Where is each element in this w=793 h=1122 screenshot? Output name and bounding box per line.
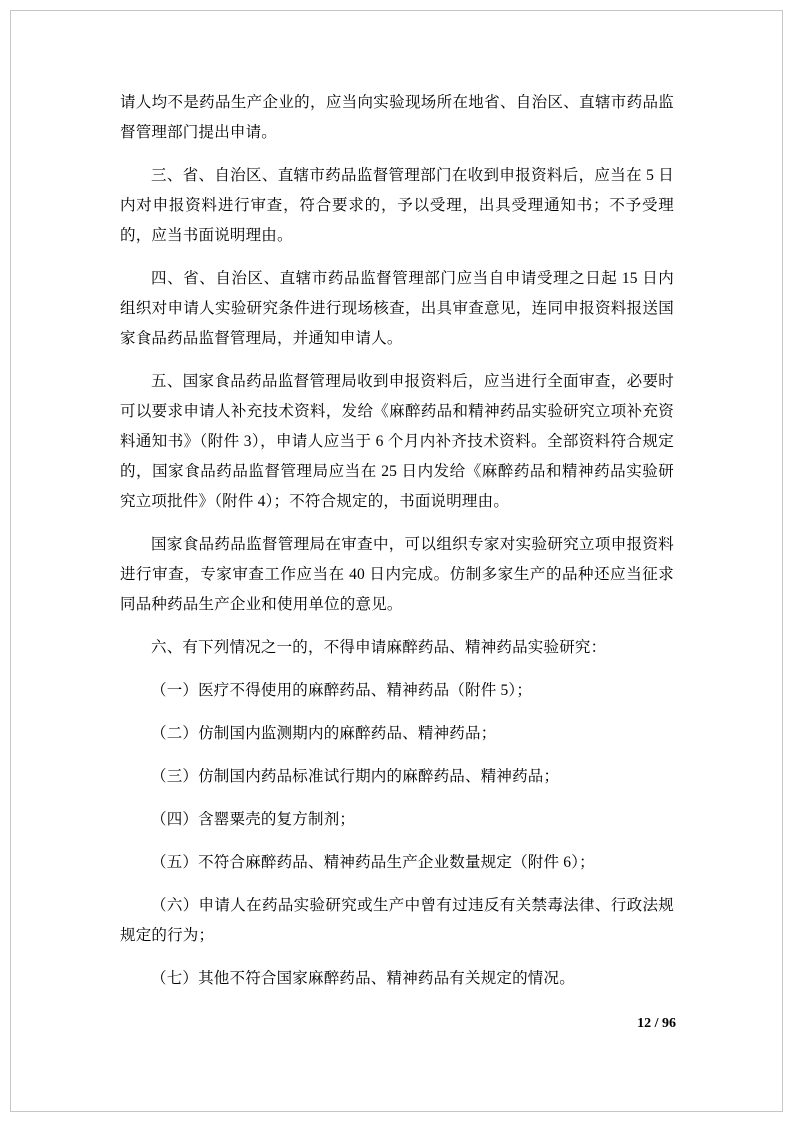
paragraph: （三）仿制国内药品标准试行期内的麻醉药品、精神药品；	[151, 768, 560, 785]
paragraph: （六）申请人在药品实验研究或生产中曾有过违反有关禁毒法律、行政法规规定的行为；	[120, 897, 674, 944]
paragraph: 五、国家食品药品监督管理局收到申报资料后，应当进行全面审查，必要时可以要求申请人补充技术资料，发给《麻醉药品和精神药品实验研究立项补充资料通知书》（附件 3），申请人应当于 6 个月内补齐技术资料。全部资料符合规定的，国家食品药品监督管理局应当在 25 日内发给《麻醉药品和精神药品实验研究立项批件》（附件 4）；不符合规定的，书面说明理由。	[120, 373, 674, 510]
page-number: 12 / 96	[637, 1016, 676, 1031]
paragraph: 请人均不是药品生产企业的，应当向实验现场所在地省、自治区、直辖市药品监督管理部门提出申请。	[120, 94, 674, 141]
paragraph: （四）含罂粟壳的复方制剂；	[151, 811, 356, 828]
document-body	[120, 88, 674, 1007]
paragraph: （五）不符合麻醉药品、精神药品生产企业数量规定（附件 6）；	[151, 854, 595, 871]
paragraph: （二）仿制国内监测期内的麻醉药品、精神药品；	[151, 725, 497, 742]
paragraph: （一）医疗不得使用的麻醉药品、精神药品（附件 5）；	[151, 682, 533, 699]
paragraph: 国家食品药品监督管理局在审查中，可以组织专家对实验研究立项申报资料进行审查，专家审查工作应当在 40 日内完成。仿制多家生产的品种还应当征求同品种药品生产企业和使用单位的意见。	[120, 536, 674, 613]
paragraph: （七）其他不符合国家麻醉药品、精神药品有关规定的情况。	[151, 970, 575, 987]
paragraph: 三、省、自治区、直辖市药品监督管理部门在收到申报资料后，应当在 5 日内对申报资料进行审查，符合要求的，予以受理，出具受理通知书；不予受理的，应当书面说明理由。	[120, 167, 674, 244]
paragraph: 六、有下列情况之一的，不得申请麻醉药品、精神药品实验研究：	[151, 639, 607, 656]
paragraph: 四、省、自治区、直辖市药品监督管理部门应当自申请受理之日起 15 日内组织对申请人实验研究条件进行现场核查，出具审查意见，连同申报资料报送国家食品药品监督管理局，并通知申请人。	[120, 270, 674, 347]
